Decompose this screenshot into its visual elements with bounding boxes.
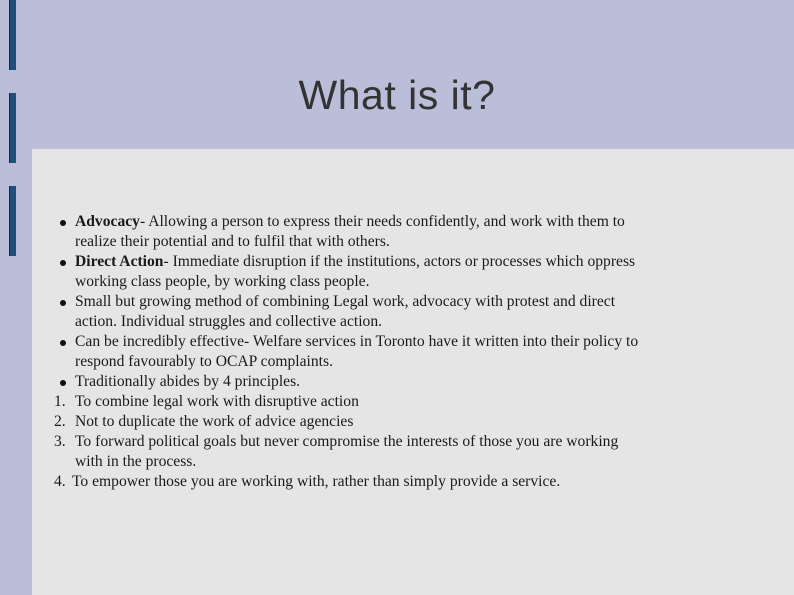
item-text: To forward political goals but never compromise the interests of those you are working bbox=[75, 433, 619, 450]
list-item-continuation bbox=[58, 452, 783, 472]
item-text: realize their potential and to fulfil that with others. bbox=[75, 233, 390, 250]
numbered-item bbox=[54, 412, 783, 432]
decorative-side-bar bbox=[9, 0, 16, 70]
item-text: action. Individual struggles and collective action. bbox=[75, 313, 383, 330]
item-lead: Direct Action bbox=[75, 253, 164, 270]
item-text: To combine legal work with disruptive action bbox=[75, 393, 359, 410]
item-number: 3. bbox=[54, 433, 66, 450]
list-item-continuation bbox=[58, 312, 783, 332]
item-text: To empower those you are working with, rather than simply provide a service. bbox=[72, 473, 561, 490]
list-item-continuation bbox=[58, 352, 783, 372]
item-text: Not to duplicate the work of advice agencies bbox=[75, 413, 354, 430]
item-number: 1. bbox=[54, 393, 66, 410]
list-item bbox=[58, 292, 783, 312]
decorative-side-bar bbox=[9, 186, 16, 256]
item-text: - Allowing a person to express their needs confidently, and work with them to bbox=[139, 213, 625, 230]
list-item bbox=[58, 372, 783, 392]
slide-content-box bbox=[32, 149, 794, 595]
slide-title: What is it? bbox=[298, 72, 496, 118]
item-number: 2. bbox=[54, 413, 66, 430]
list-item-continuation bbox=[58, 272, 783, 292]
item-text: Traditionally abides by 4 principles. bbox=[75, 373, 301, 390]
list-item-continuation bbox=[58, 232, 783, 252]
list-item bbox=[58, 212, 783, 232]
list-item bbox=[58, 252, 783, 272]
item-text: - Immediate disruption if the institutions, actors or processes which oppress bbox=[163, 253, 636, 270]
item-text: working class people, by working class people. bbox=[75, 273, 370, 290]
item-text: Can be incredibly effective- Welfare services in Toronto have it written into their policy to bbox=[75, 333, 639, 350]
bullet-list bbox=[54, 212, 783, 492]
numbered-item bbox=[54, 432, 783, 452]
item-text: with in the process. bbox=[75, 453, 197, 470]
list-item bbox=[58, 332, 783, 352]
item-text: Small but growing method of combining Legal work, advocacy with protest and direct bbox=[75, 293, 616, 310]
numbered-item bbox=[54, 472, 783, 492]
item-number: 4. bbox=[54, 473, 66, 490]
item-lead: Advocacy bbox=[75, 213, 140, 230]
item-text: respond favourably to OCAP complaints. bbox=[75, 353, 333, 370]
numbered-item bbox=[54, 392, 783, 412]
